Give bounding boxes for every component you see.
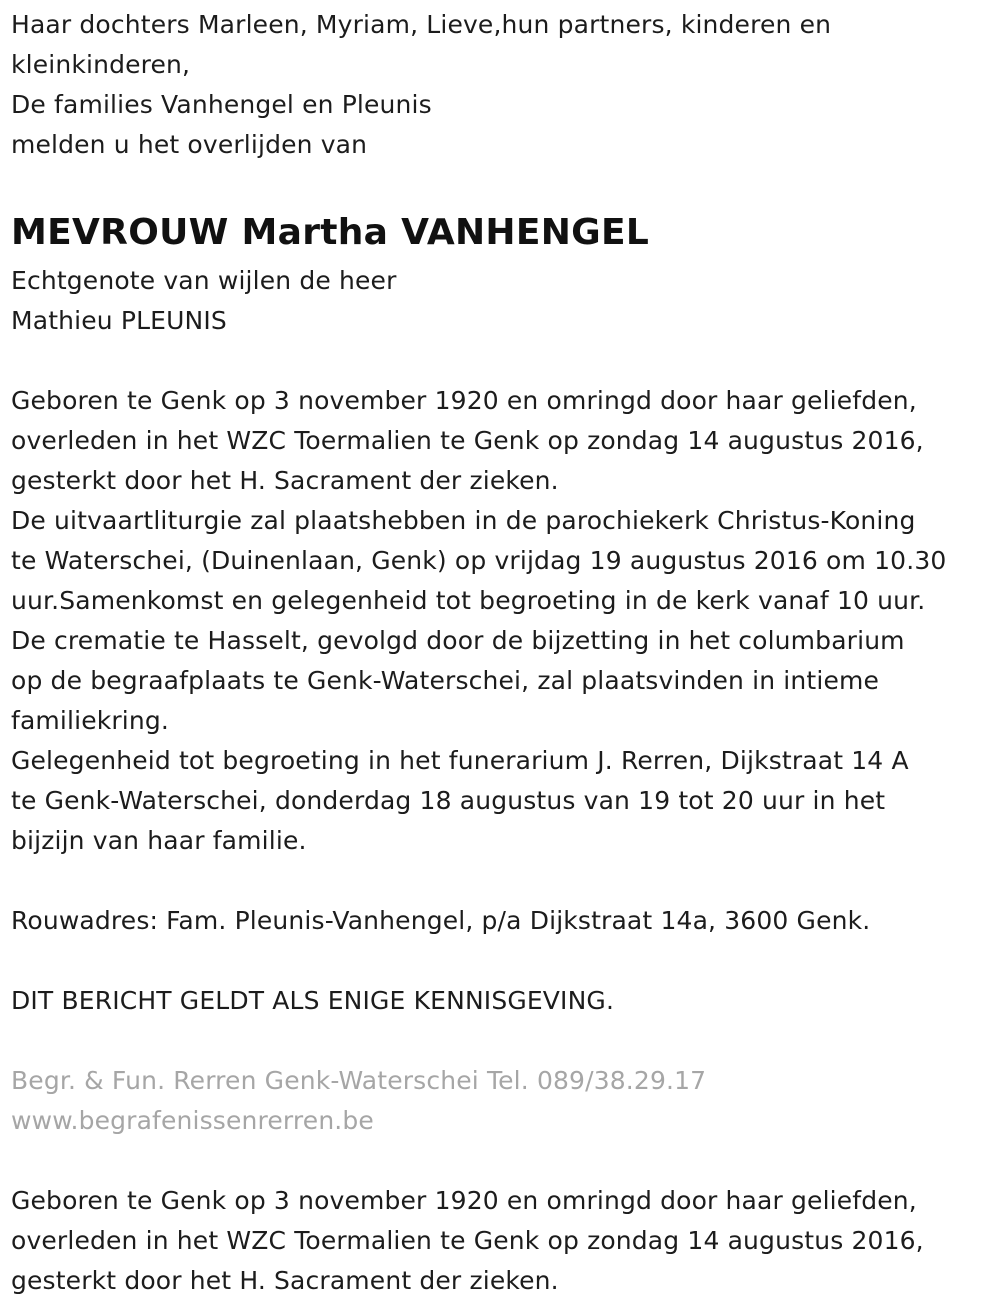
- body-line: gesterkt door het H. Sacrament der zieken.: [11, 466, 559, 495]
- spouse-block: [11, 261, 991, 341]
- body-line: De uitvaartliturgie zal plaatshebben in de parochiekerk Christus-Koning: [11, 506, 916, 535]
- spacer: [11, 861, 991, 901]
- body-line: Geboren te Genk op 3 november 1920 en omringd door haar geliefden,: [11, 386, 917, 415]
- body-line: Gelegenheid tot begroeting in het funerarium J. Rerren, Dijkstraat 14 A: [11, 746, 909, 775]
- repeat-line: gesterkt door het H. Sacrament der zieken.: [11, 1266, 559, 1295]
- repeat-text: [11, 1181, 991, 1301]
- deceased-name-heading: MEVROUW Martha VANHENGEL: [11, 212, 650, 253]
- spacer: [11, 941, 991, 981]
- intro-line: Haar dochters Marleen, Myriam, Lieve,hun partners, kinderen en: [11, 10, 832, 39]
- spacer: [11, 341, 991, 381]
- repeat-line: overleden in het WZC Toermalien te Genk op zondag 14 augustus 2016,: [11, 1226, 924, 1255]
- spacer: [11, 1021, 991, 1061]
- body-line: bijzijn van haar familie.: [11, 826, 307, 855]
- intro-block: [11, 5, 991, 165]
- repeat-line: Geboren te Genk op 3 november 1920 en omringd door haar geliefden,: [11, 1186, 917, 1215]
- spouse-line: Echtgenote van wijlen de heer: [11, 266, 397, 295]
- body-line: te Genk-Waterschei, donderdag 18 augustus van 19 tot 20 uur in het: [11, 786, 886, 815]
- funeral-home-block: [11, 1061, 991, 1141]
- obituary-notice: [11, 5, 991, 1301]
- body-line: op de begraafplaats te Genk-Waterschei, zal plaatsvinden in intieme: [11, 666, 880, 695]
- intro-line: De families Vanhengel en Pleunis: [11, 90, 432, 119]
- notice-statement: DIT BERICHT GELDT ALS ENIGE KENNISGEVING.: [11, 986, 615, 1015]
- intro-line: kleinkinderen,: [11, 50, 191, 79]
- intro-line: melden u het overlijden van: [11, 130, 368, 159]
- body-line: te Waterschei, (Duinenlaan, Genk) op vrijdag 19 augustus 2016 om 10.30: [11, 546, 947, 575]
- funeral-home-line: Begr. & Fun. Rerren Genk-Waterschei Tel. 089/38.29.17: [11, 1066, 707, 1095]
- body-line: familiekring.: [11, 706, 170, 735]
- funeral-home-website: www.begrafenissenrerren.be: [11, 1106, 374, 1135]
- mourning-address: Rouwadres: Fam. Pleunis-Vanhengel, p/a Dijkstraat 14a, 3600 Genk.: [11, 906, 871, 935]
- body-line: overleden in het WZC Toermalien te Genk op zondag 14 augustus 2016,: [11, 426, 924, 455]
- body-line: De crematie te Hasselt, gevolgd door de bijzetting in het columbarium: [11, 626, 905, 655]
- body-text: [11, 381, 991, 861]
- spacer: [11, 165, 991, 205]
- spouse-line: Mathieu PLEUNIS: [11, 306, 227, 335]
- spacer: [11, 1141, 991, 1181]
- body-line: uur.Samenkomst en gelegenheid tot begroeting in de kerk vanaf 10 uur.: [11, 586, 926, 615]
